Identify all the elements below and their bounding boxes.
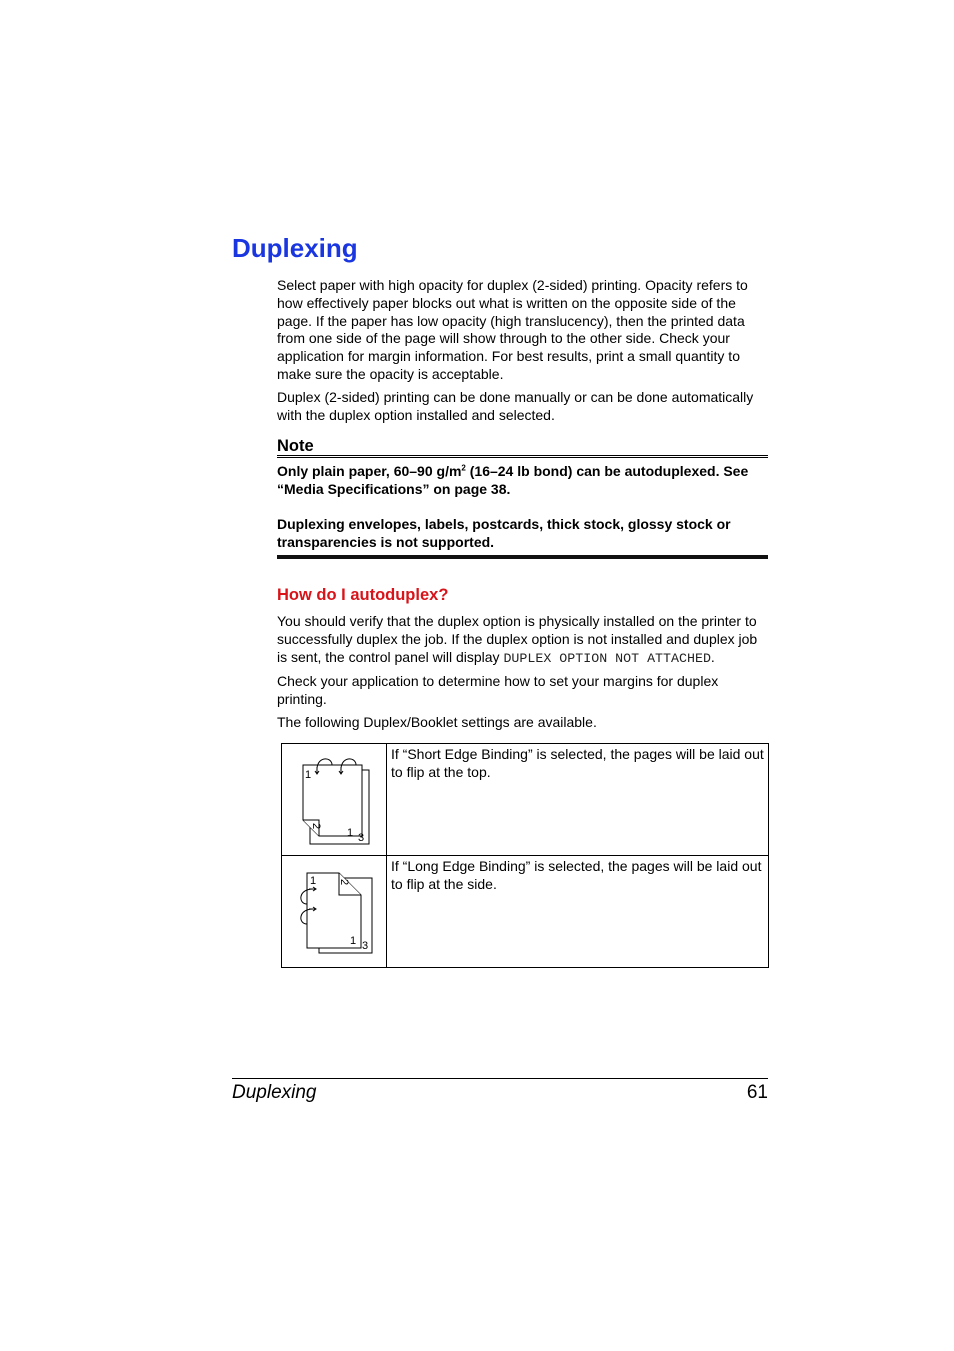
note-paper-weight <box>277 462 769 498</box>
short-edge-icon-cell <box>282 744 387 856</box>
note-heading: Note <box>277 437 314 455</box>
long-edge-page-label-1: 1 <box>310 875 317 887</box>
note-paper-weight-rest: (16–24 lb bond) can be autoduplexed. See “Media Specifications” on page 38. <box>277 463 749 497</box>
long-edge-description: If “Long Edge Binding” is selected, the pages will be laid out to flip at the side. <box>387 856 769 968</box>
short-edge-page-label-1-back: 1 <box>347 827 354 839</box>
intro-paragraph-opacity: Select paper with high opacity for duplex (2-sided) printing. Opacity refers to how effectively paper blocks out what is written on the opposite side of the page. If the paper has low opacity (high translucency), then the printed data from one side of the page will show through to the other side. Check your application for margin information. For best results, print a small quantity to make sure the opacity is acceptable. <box>277 277 748 382</box>
long-edge-page-label-3: 3 <box>362 940 369 952</box>
section-paragraph-margins: Check your application to determine how to set your margins for duplex printing. <box>277 673 719 707</box>
table-row <box>282 856 769 968</box>
control-panel-message: DUPLEX OPTION NOT ATTACHED <box>503 650 711 666</box>
table-row <box>282 744 769 856</box>
short-edge-description: If “Short Edge Binding” is selected, the pages will be laid out to flip at the top. <box>387 744 769 856</box>
note-unsupported-media: Duplexing envelopes, labels, postcards, thick stock, glossy stock or transparencies is not supported. <box>277 516 731 550</box>
intro-paragraph-duplex: Duplex (2-sided) printing can be done manually or can be done automatically with the duplex option installed and selected. <box>277 389 754 423</box>
section-paragraph-verify <box>277 613 769 667</box>
note-paper-weight-text: Only plain paper, 60–90 g/m <box>277 463 462 479</box>
short-edge-page-label-2: 2 <box>310 823 322 830</box>
short-edge-page-label-1: 1 <box>305 769 312 781</box>
long-edge-binding-icon <box>282 856 386 967</box>
long-edge-icon-cell <box>282 856 387 968</box>
short-edge-binding-icon <box>282 744 386 855</box>
long-edge-page-label-2: 2 <box>338 879 350 886</box>
note-superscript: 2 <box>461 463 466 473</box>
page-number: 61 <box>746 1082 768 1103</box>
long-edge-page-label-1-back: 1 <box>350 935 357 947</box>
section-paragraph-settings: The following Duplex/Booklet settings are available. <box>277 714 597 730</box>
short-edge-page-label-3: 3 <box>358 832 365 844</box>
footer-rule <box>232 1078 768 1079</box>
note-top-rule <box>277 455 768 458</box>
section-heading: How do I autoduplex? <box>277 586 449 604</box>
verify-text: You should verify that the duplex option is physically installed on the printer to successfully duplex the job. If the duplex option is not installed and duplex job is sent, the control panel will display <box>277 613 758 665</box>
footer-title: Duplexing <box>232 1082 317 1103</box>
duplex-settings-table <box>281 743 769 968</box>
verify-text-end: . <box>710 648 715 665</box>
note-bottom-rule <box>277 555 768 559</box>
page-title: Duplexing <box>232 233 358 263</box>
